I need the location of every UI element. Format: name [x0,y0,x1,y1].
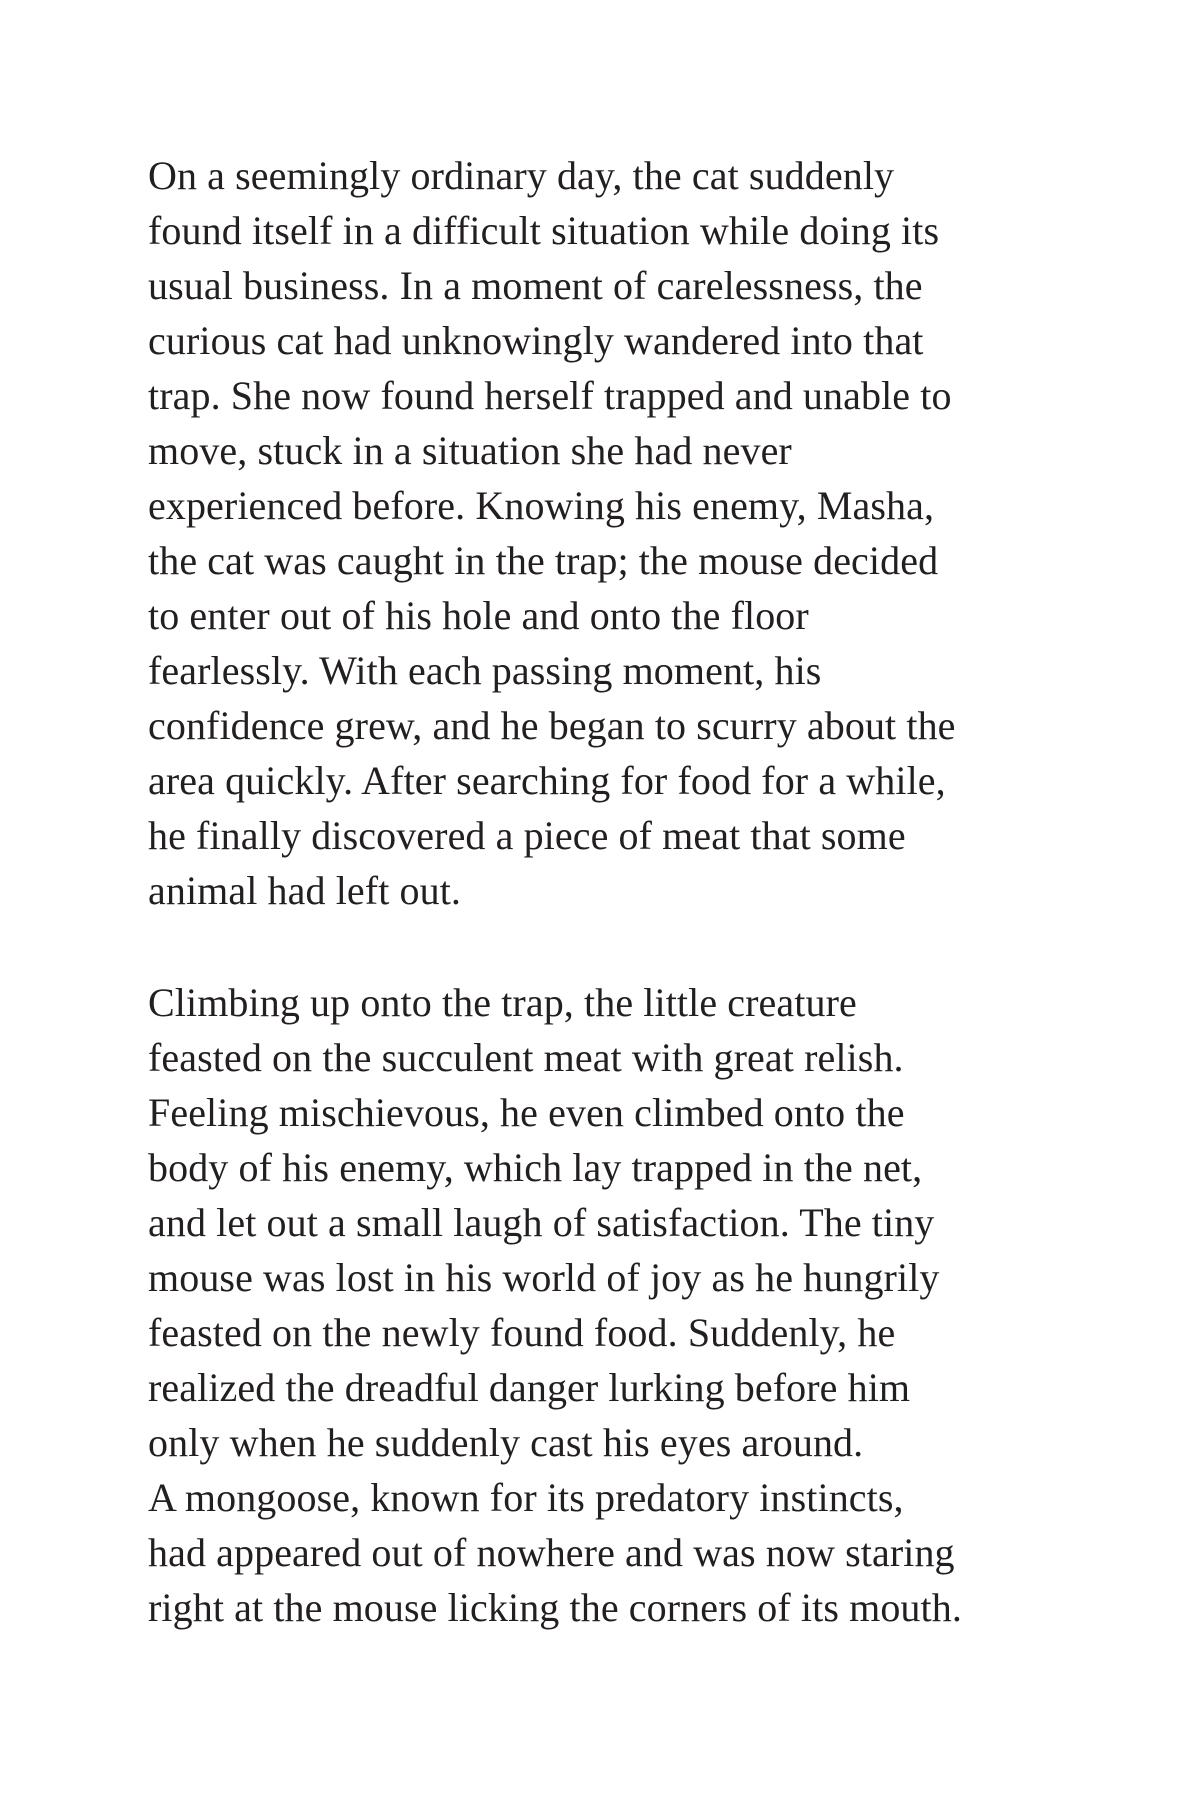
paragraph-line: to enter out of his hole and onto the floor [148,593,809,638]
paragraph-line: found itself in a difficult situation while doing its [148,208,940,253]
paragraph-line: realized the dreadful danger lurking before him [148,1365,911,1410]
paragraph-line: Climbing up onto the trap, the little creature [148,980,857,1025]
paragraph-line: area quickly. After searching for food for a while, [148,758,946,803]
paragraph-line: A mongoose, known for its predatory instincts, [148,1475,904,1520]
paragraph-line: animal had left out. [148,868,462,913]
paragraph-line: trap. She now found herself trapped and unable to [148,373,952,418]
paragraph-line: curious cat had unknowingly wandered into that [148,318,924,363]
paragraph-line: only when he suddenly cast his eyes around. [148,1420,864,1465]
paragraph-line: mouse was lost in his world of joy as he hungrily [148,1255,940,1300]
paragraph-line: and let out a small laugh of satisfaction. The tiny [148,1200,935,1245]
paragraph-line: usual business. In a moment of carelessness, the [148,263,923,308]
paragraph-line: confidence grew, and he began to scurry about the [148,703,956,748]
paragraph-line: fearlessly. With each passing moment, his [148,648,822,693]
paragraph-line: Feeling mischievous, he even climbed onto the [148,1090,905,1135]
paragraph-line: he finally discovered a piece of meat that some [148,813,906,858]
paragraph-line: right at the mouse licking the corners of its mouth. [148,1585,962,1630]
paragraph-line: experienced before. Knowing his enemy, Masha, [148,483,935,528]
paragraph-line: On a seemingly ordinary day, the cat suddenly [148,153,895,198]
paragraph-2 [148,975,1068,1635]
paragraph-1 [148,148,1068,918]
paragraph-line: body of his enemy, which lay trapped in the net, [148,1145,923,1190]
paragraph-line: move, stuck in a situation she had never [148,428,792,473]
paragraph-line: feasted on the newly found food. Suddenly, he [148,1310,896,1355]
paragraph-line: the cat was caught in the trap; the mouse decided [148,538,939,583]
paragraph-line: feasted on the succulent meat with great relish. [148,1035,904,1080]
paragraph-line: had appeared out of nowhere and was now staring [148,1530,955,1575]
